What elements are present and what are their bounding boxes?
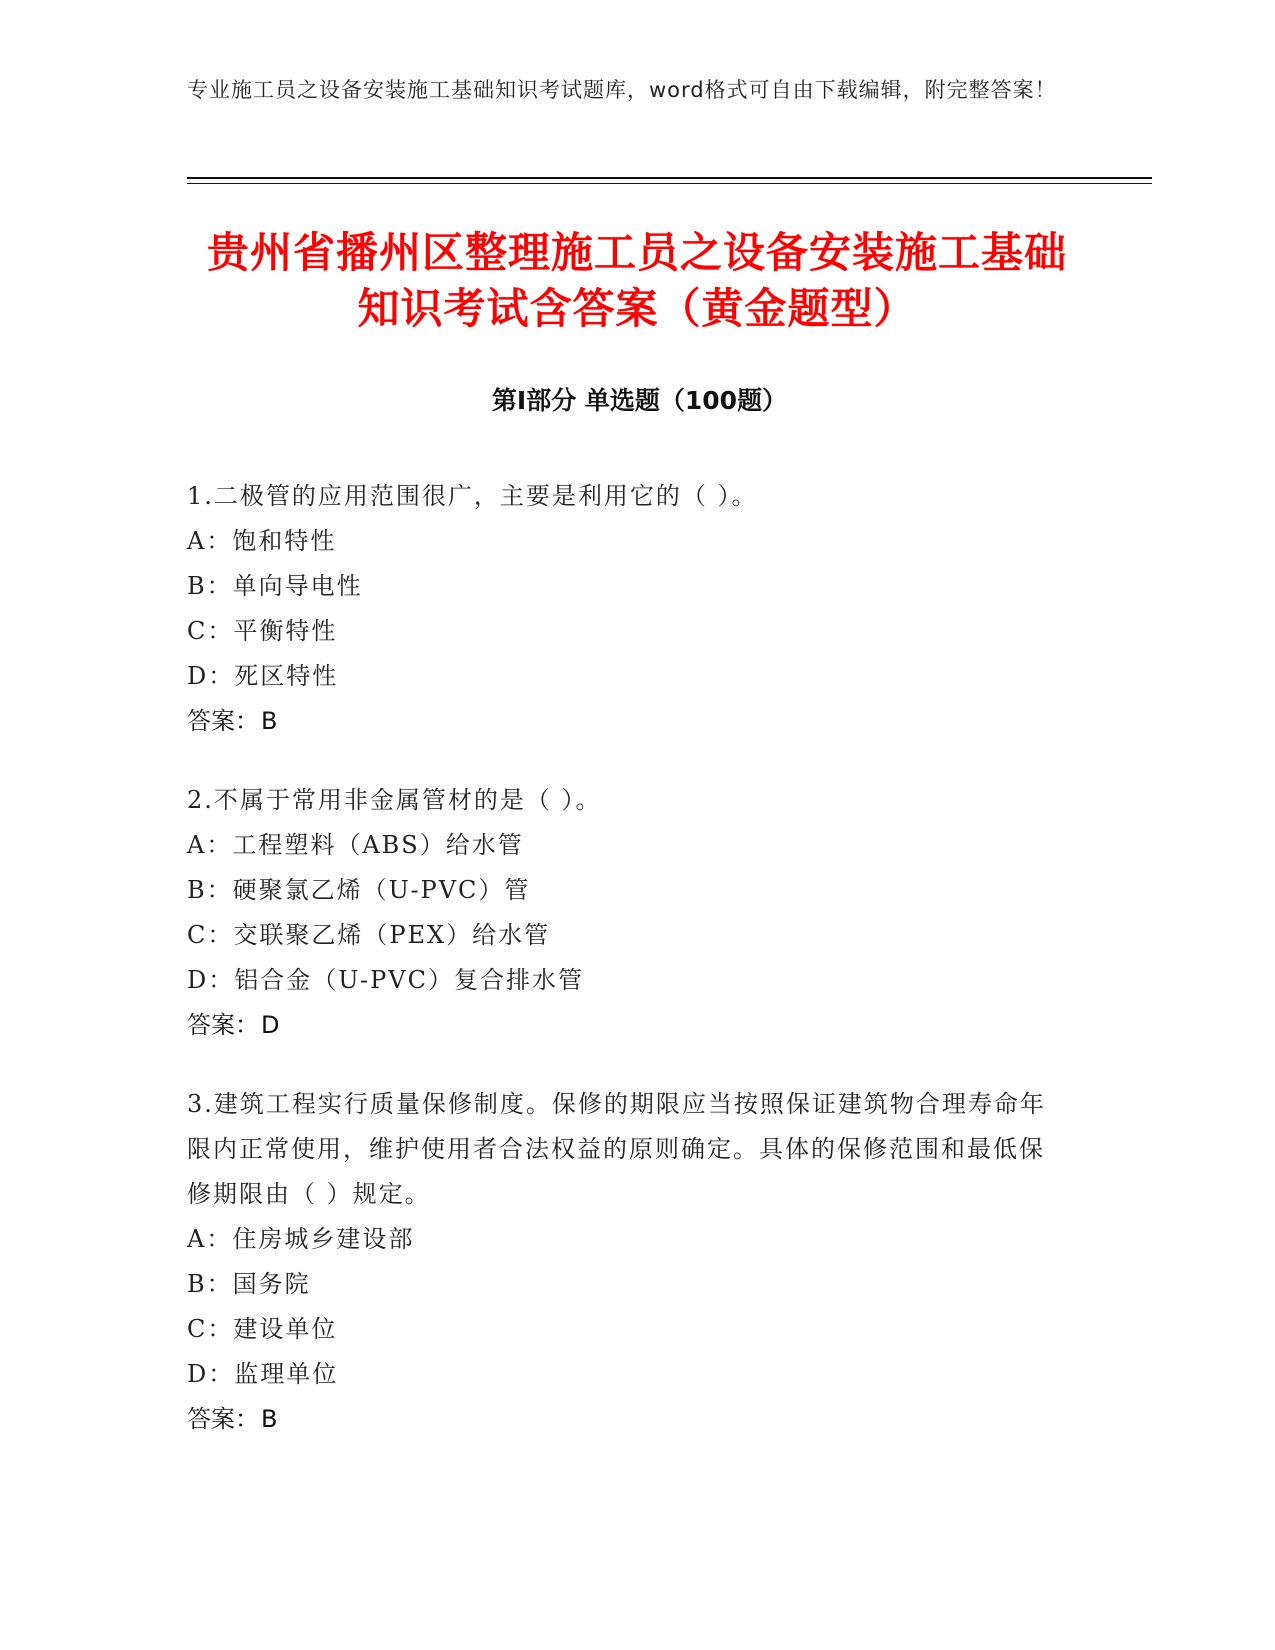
- question-list: [187, 474, 1067, 1476]
- header-note: 专业施工员之设备安装施工基础知识考试题库，word格式可自由下载编辑，附完整答案！: [187, 78, 1057, 102]
- option-d: D：铝合金（U-PVC）复合排水管: [187, 966, 584, 994]
- option-c: C：建设单位: [187, 1315, 338, 1343]
- header-divider: [187, 177, 1152, 179]
- option-b: B：硬聚氯乙烯（U-PVC）管: [187, 876, 531, 904]
- option-d: D：监理单位: [187, 1360, 339, 1388]
- header-divider-thin: [187, 183, 1152, 184]
- answer-value: B: [261, 1405, 278, 1433]
- answer-label: 答案：: [187, 1011, 259, 1039]
- question-1: [187, 474, 1067, 744]
- option-a: A：住房城乡建设部: [187, 1225, 415, 1253]
- option-b: B：国务院: [187, 1270, 311, 1298]
- document-title: 贵州省播州区整理施工员之设备安装施工基础知识考试含答案（黄金题型）: [206, 228, 1067, 333]
- option-d: D：死区特性: [187, 662, 339, 690]
- answer-value: D: [261, 1011, 280, 1039]
- option-a: A：饱和特性: [187, 527, 337, 555]
- option-c: C：平衡特性: [187, 617, 338, 645]
- answer-label: 答案：: [187, 1405, 259, 1433]
- option-a: A：工程塑料（ABS）给水管: [187, 831, 524, 859]
- question-2: [187, 778, 1067, 1048]
- answer-value: B: [261, 707, 278, 735]
- answer-line: [187, 699, 1067, 744]
- option-b: B：单向导电性: [187, 572, 363, 600]
- answer-label: 答案：: [187, 707, 259, 735]
- answer-line: [187, 1397, 1067, 1442]
- question-text: 2.不属于常用非金属管材的是（ ）。: [187, 786, 602, 814]
- question-3: [187, 1082, 1067, 1442]
- question-text: 3.建筑工程实行质量保修制度。保修的期限应当按照保证建筑物合理寿命年限内正常使用，维护使用者合法权益的原则确定。具体的保修范围和最低保修期限由（ ）规定。: [187, 1090, 1046, 1208]
- section-heading: 第Ⅰ部分 单选题（100题）: [491, 386, 788, 415]
- option-c: C：交联聚乙烯（PEX）给水管: [187, 921, 551, 949]
- question-text: 1.二极管的应用范围很广，主要是利用它的（ ）。: [187, 482, 758, 510]
- answer-line: [187, 1003, 1067, 1048]
